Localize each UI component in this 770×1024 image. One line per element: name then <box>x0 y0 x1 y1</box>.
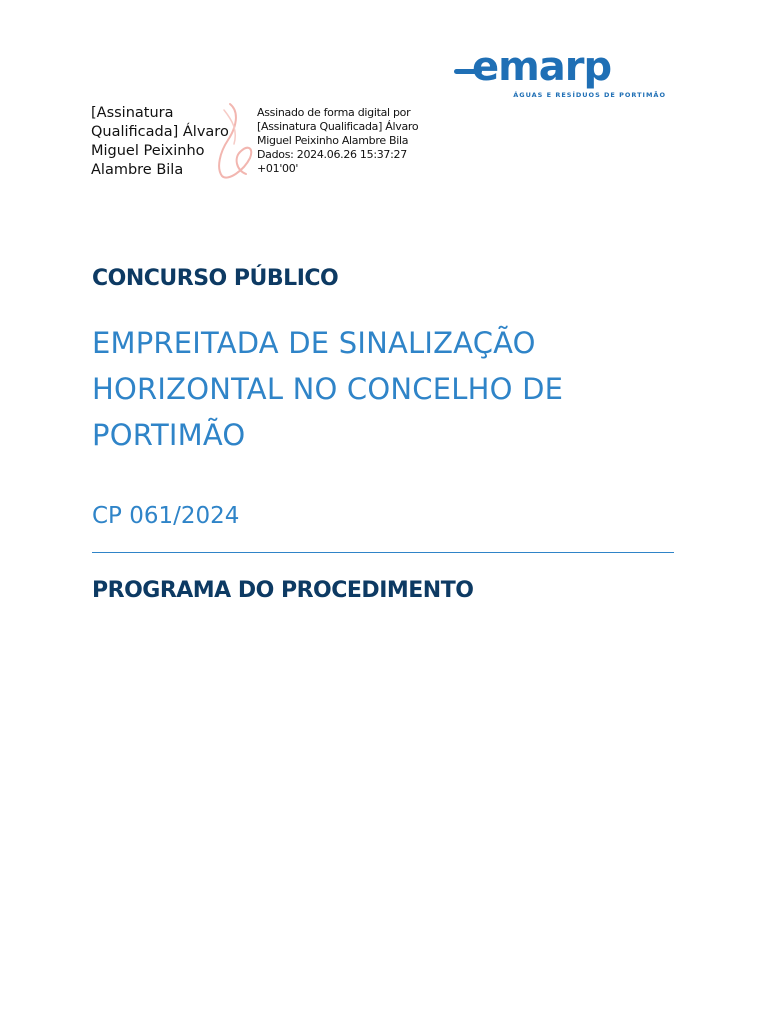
signature-name-line: [Assinatura <box>91 105 174 121</box>
signature-detail-line: Assinado de forma digital por <box>257 106 411 119</box>
signature-details <box>257 106 437 176</box>
signature-detail-line: Miguel Peixinho Alambre Bila <box>257 134 409 147</box>
signature-detail-line: [Assinatura Qualificada] Álvaro <box>257 120 419 133</box>
document-title <box>92 320 692 458</box>
signature-detail-line: Dados: 2024.06.26 15:37:27 <box>257 148 407 161</box>
divider-line <box>92 552 674 553</box>
concurso-heading: CONCURSO PÚBLICO <box>92 266 339 291</box>
title-line: PORTIMÃO <box>92 418 246 452</box>
signature-mark-icon <box>210 100 260 182</box>
logo-tagline: ÁGUAS E RESÍDUOS DE PORTIMÃO <box>513 91 666 99</box>
title-line: EMPREITADA DE SINALIZAÇÃO <box>92 326 536 360</box>
emarp-logo <box>454 44 669 102</box>
procedure-code: CP 061/2024 <box>92 503 240 529</box>
signature-name-line: Miguel Peixinho <box>91 143 205 159</box>
logo-wordmark: emarp <box>472 44 612 90</box>
signature-detail-line: +01'00' <box>257 162 299 175</box>
section-heading: PROGRAMA DO PROCEDIMENTO <box>92 578 474 603</box>
title-line: HORIZONTAL NO CONCELHO DE <box>92 372 564 406</box>
signature-name-line: Alambre Bila <box>91 162 184 178</box>
signature-name-line: Qualificada] Álvaro <box>91 124 229 140</box>
